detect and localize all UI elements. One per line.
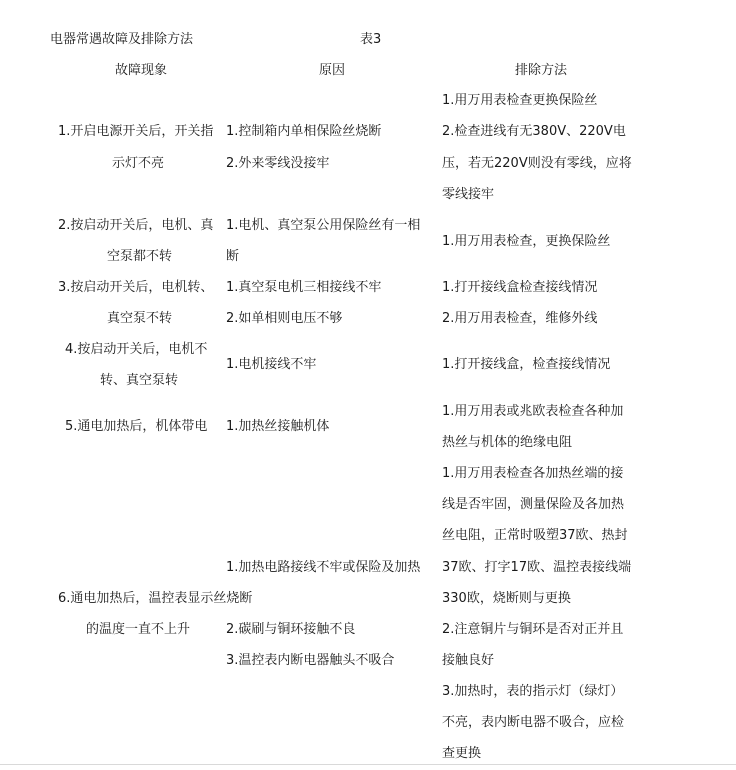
row-3-cause-line-1: 1.真空泵电机三相接线不牢 <box>226 280 382 295</box>
row-6-cause-line-2: 2.碳刷与铜环接触不良 <box>226 622 356 637</box>
row-2-cause-line-2: 断 <box>226 249 240 264</box>
row-2-symptom-line-2: 空泵都不转 <box>107 249 173 264</box>
row-6-method-line-6: 2.注意铜片与铜环是否对正并且 <box>442 622 624 637</box>
row-3-method-line-1: 1.打开接线盒检查接线情况 <box>442 280 598 295</box>
row-6-method-line-7: 接触良好 <box>442 653 495 668</box>
row-6-method-line-4: 37欧、打字17欧、温控表接线端 <box>442 560 632 575</box>
row-1-cause-line-1: 1.控制箱内单相保险丝烧断 <box>226 124 382 139</box>
row-6-cause-line-3: 3.温控表内断电器触头不吸合 <box>226 653 395 668</box>
row-3-symptom-line-1: 3.按启动开关后，电机转、 <box>58 280 214 295</box>
row-3-method-line-2: 2.用万用表检查，维修外线 <box>442 311 598 326</box>
row-1-symptom-line-2: 示灯不亮 <box>112 156 165 171</box>
row-1-method-line-3: 压，若无220V则没有零线，应将 <box>442 156 632 171</box>
row-6-method-line-5: 330欧，烧断则与更换 <box>442 591 571 606</box>
row-2-method-line-1: 1.用万用表检查，更换保险丝 <box>442 234 611 249</box>
row-4-symptom-line-1: 4.按启动开关后，电机不 <box>65 342 208 357</box>
row-1-method-line-1: 1.用万用表检查更换保险丝 <box>442 93 598 108</box>
header-method: 排除方法 <box>515 63 568 78</box>
row-2-symptom-line-1: 2.按启动开关后，电机、真 <box>58 218 214 233</box>
header-cause: 原因 <box>319 63 346 78</box>
row-1-method-line-4: 零线接牢 <box>442 187 495 202</box>
row-6-method-line-1: 1.用万用表检查各加热丝端的接 <box>442 466 624 481</box>
row-1-method-line-2: 2.检查进线有无380V、220V电 <box>442 124 626 139</box>
row-4-method-line-1: 1.打开接线盒，检查接线情况 <box>442 357 611 372</box>
bottom-divider <box>0 764 736 765</box>
row-6-method-line-9: 不亮，表内断电器不吸合，应检 <box>442 715 625 730</box>
page-title: 电器常遇故障及排除方法 <box>50 32 194 47</box>
row-6-symptom-line-2: 的温度一直不上升 <box>86 622 191 637</box>
row-6-method-line-10: 查更换 <box>442 746 482 761</box>
row-6-cause-line-1: 1.加热电路接线不牢或保险及加热 <box>226 560 421 575</box>
row-2-cause-line-1: 1.电机、真空泵公用保险丝有一相 <box>226 218 421 233</box>
row-5-method-line-1: 1.用万用表或兆欧表检查各种加 <box>442 404 624 419</box>
row-6-method-line-3: 丝电阻，正常时吸塑37欧、热封 <box>442 528 628 543</box>
row-5-method-line-2: 热丝与机体的绝缘电阻 <box>442 435 573 450</box>
row-3-symptom-line-2: 真空泵不转 <box>107 311 173 326</box>
row-5-cause-line-1: 1.加热丝接触机体 <box>226 419 330 434</box>
row-3-cause-line-2: 2.如单相则电压不够 <box>226 311 343 326</box>
row-6-symptom-line-1: 6.通电加热后，温控表显示丝烧断 <box>58 591 253 606</box>
table-number: 表3 <box>360 32 382 47</box>
header-symptom: 故障现象 <box>115 63 168 78</box>
row-6-method-line-2: 线是否牢固，测量保险及各加热 <box>442 497 625 512</box>
row-1-symptom-line-1: 1.开启电源开关后，开关指 <box>58 124 214 139</box>
row-4-symptom-line-2: 转、真空泵转 <box>100 373 179 388</box>
row-1-cause-line-2: 2.外来零线没接牢 <box>226 156 330 171</box>
row-5-symptom-line-1: 5.通电加热后，机体带电 <box>65 419 208 434</box>
row-4-cause-line-1: 1.电机接线不牢 <box>226 357 317 372</box>
row-6-method-line-8: 3.加热时，表的指示灯（绿灯） <box>442 684 624 699</box>
